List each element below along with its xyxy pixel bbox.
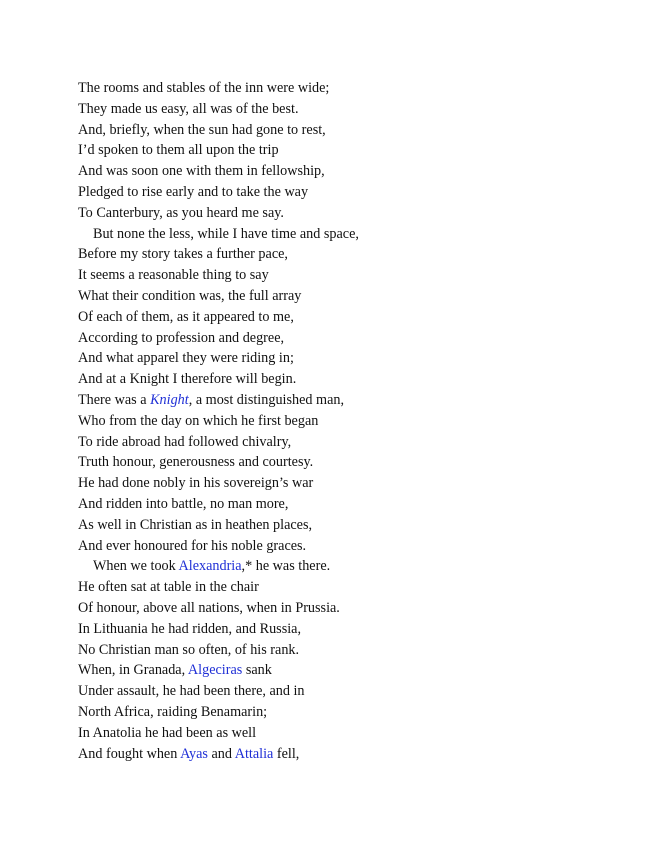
poem-line: He had done nobly in his sovereign’s war <box>78 475 314 492</box>
poem-line: Of each of them, as it appeared to me, <box>78 308 294 325</box>
poem-text-segment: , a most distinguished man, <box>188 391 345 408</box>
poem-line: In Lithuania he had ridden, and Russia, <box>78 620 302 637</box>
poem-text-segment: ,* he was there. <box>241 558 331 575</box>
poem-line: As well in Christian as in heathen places, <box>78 516 313 533</box>
poem-line: The rooms and stables of the inn were wide; <box>78 80 330 96</box>
poem-line: It seems a reasonable thing to say <box>78 267 269 284</box>
poem-link[interactable]: Attalia <box>234 745 274 762</box>
poem-line: They made us easy, all was of the best. <box>78 100 299 117</box>
poem-text-segment: sank <box>242 662 272 679</box>
poem-line: Truth honour, generousness and courtesy. <box>78 454 314 471</box>
poem-line: And, briefly, when the sun had gone to rest, <box>78 121 326 138</box>
poem-line <box>78 744 598 765</box>
poem-text-segment: And fought when <box>78 745 181 762</box>
poem-line <box>78 660 598 681</box>
poem-line: And ridden into battle, no man more, <box>78 495 289 512</box>
poem-text-segment: When we took <box>93 558 179 575</box>
poem-line: Before my story takes a further pace, <box>78 246 288 263</box>
poem-line: Pledged to rise early and to take the way <box>78 183 309 200</box>
poem-line: And ever honoured for his noble graces. <box>78 537 307 554</box>
poem-line: Who from the day on which he first began <box>78 412 319 429</box>
poem-link[interactable]: Algeciras <box>187 662 243 679</box>
poem-text-segment: and <box>207 745 235 762</box>
poem-line: In Anatolia he had been as well <box>78 724 257 741</box>
poem-line: Under assault, he had been there, and in <box>78 683 305 700</box>
poem-line: And was soon one with them in fellowship, <box>78 163 325 180</box>
poem-text-segment: There was a <box>78 391 151 408</box>
poem-line: To ride abroad had followed chivalry, <box>78 433 292 450</box>
poem-text-segment: When, in Granada, <box>78 662 188 679</box>
poem-line: Of honour, above all nations, when in Prussia. <box>78 599 340 616</box>
poem-line: No Christian man so often, of his rank. <box>78 641 300 658</box>
poem-line: He often sat at table in the chair <box>78 579 259 596</box>
poem-line: What their condition was, the full array <box>78 287 302 304</box>
poem-line: But none the less, while I have time and space, <box>93 225 359 242</box>
poem-line: To Canterbury, as you heard me say. <box>78 204 284 221</box>
poem-link[interactable]: Knight <box>150 391 189 408</box>
poem-line: And at a Knight I therefore will begin. <box>78 371 297 388</box>
poem-text-segment: fell, <box>273 745 300 762</box>
poem-line: According to profession and degree, <box>78 329 285 346</box>
poem-line <box>78 556 598 577</box>
poem-line: I’d spoken to them all upon the trip <box>78 142 279 159</box>
poem-text <box>78 78 598 764</box>
poem-link[interactable]: Ayas <box>180 745 208 762</box>
poem-link[interactable]: Alexandria <box>178 558 242 575</box>
poem-line: North Africa, raiding Benamarin; <box>78 703 268 720</box>
poem-line: And what apparel they were riding in; <box>78 350 294 367</box>
poem-line <box>78 390 598 411</box>
